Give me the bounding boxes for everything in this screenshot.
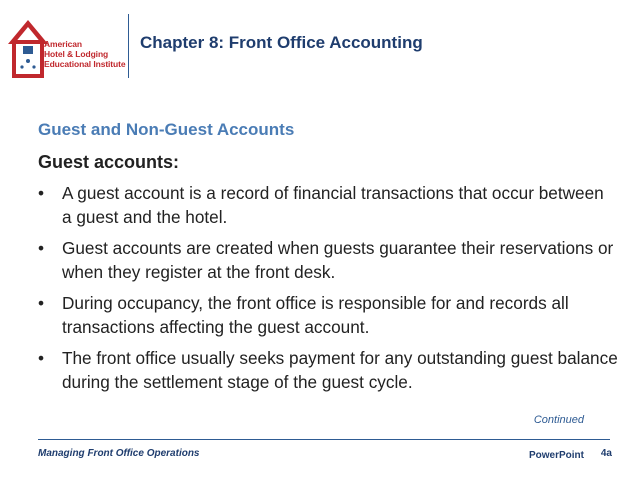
footer-course-title: Managing Front Office Operations	[38, 448, 200, 459]
bullet-item	[38, 291, 618, 339]
sub-heading: Guest accounts:	[38, 152, 180, 172]
bullet-text: Guest accounts are created when guests guarantee their reservations or when they register at the front desk.	[62, 238, 614, 282]
house-logo-icon	[8, 12, 48, 80]
bullet-icon: •	[38, 293, 45, 313]
slide-number: 4a	[600, 448, 612, 459]
bullet-icon: •	[38, 348, 45, 368]
logo-line: Educational Institute	[44, 59, 126, 69]
continued-label: Continued	[533, 414, 584, 426]
bullet-icon: •	[38, 238, 45, 258]
section-heading: Guest and Non-Guest Accounts	[38, 120, 295, 139]
ahlei-logo	[8, 12, 126, 80]
bullet-list	[38, 181, 618, 401]
bullet-text: The front office usually seeks payment for any outstanding guest balance during the settlement stage of the guest cycle.	[62, 348, 618, 392]
bullet-text: A guest account is a record of financial transactions that occur between a guest and the hotel.	[62, 183, 604, 227]
bullet-item	[38, 236, 618, 284]
logo-wordmark	[44, 39, 128, 69]
footer-divider	[38, 439, 610, 440]
bullet-item	[38, 181, 618, 229]
bullet-item	[38, 346, 618, 394]
logo-line: Hotel & Lodging	[44, 49, 109, 59]
bullet-text: During occupancy, the front office is responsible for and records all transactions affecting the guest account.	[62, 293, 569, 337]
bullet-icon: •	[38, 183, 45, 203]
logo-line: American	[44, 39, 82, 49]
footer-powerpoint-label: PowerPoint	[528, 450, 584, 461]
chapter-title: Chapter 8: Front Office Accounting	[140, 33, 423, 52]
header-divider	[128, 14, 129, 78]
